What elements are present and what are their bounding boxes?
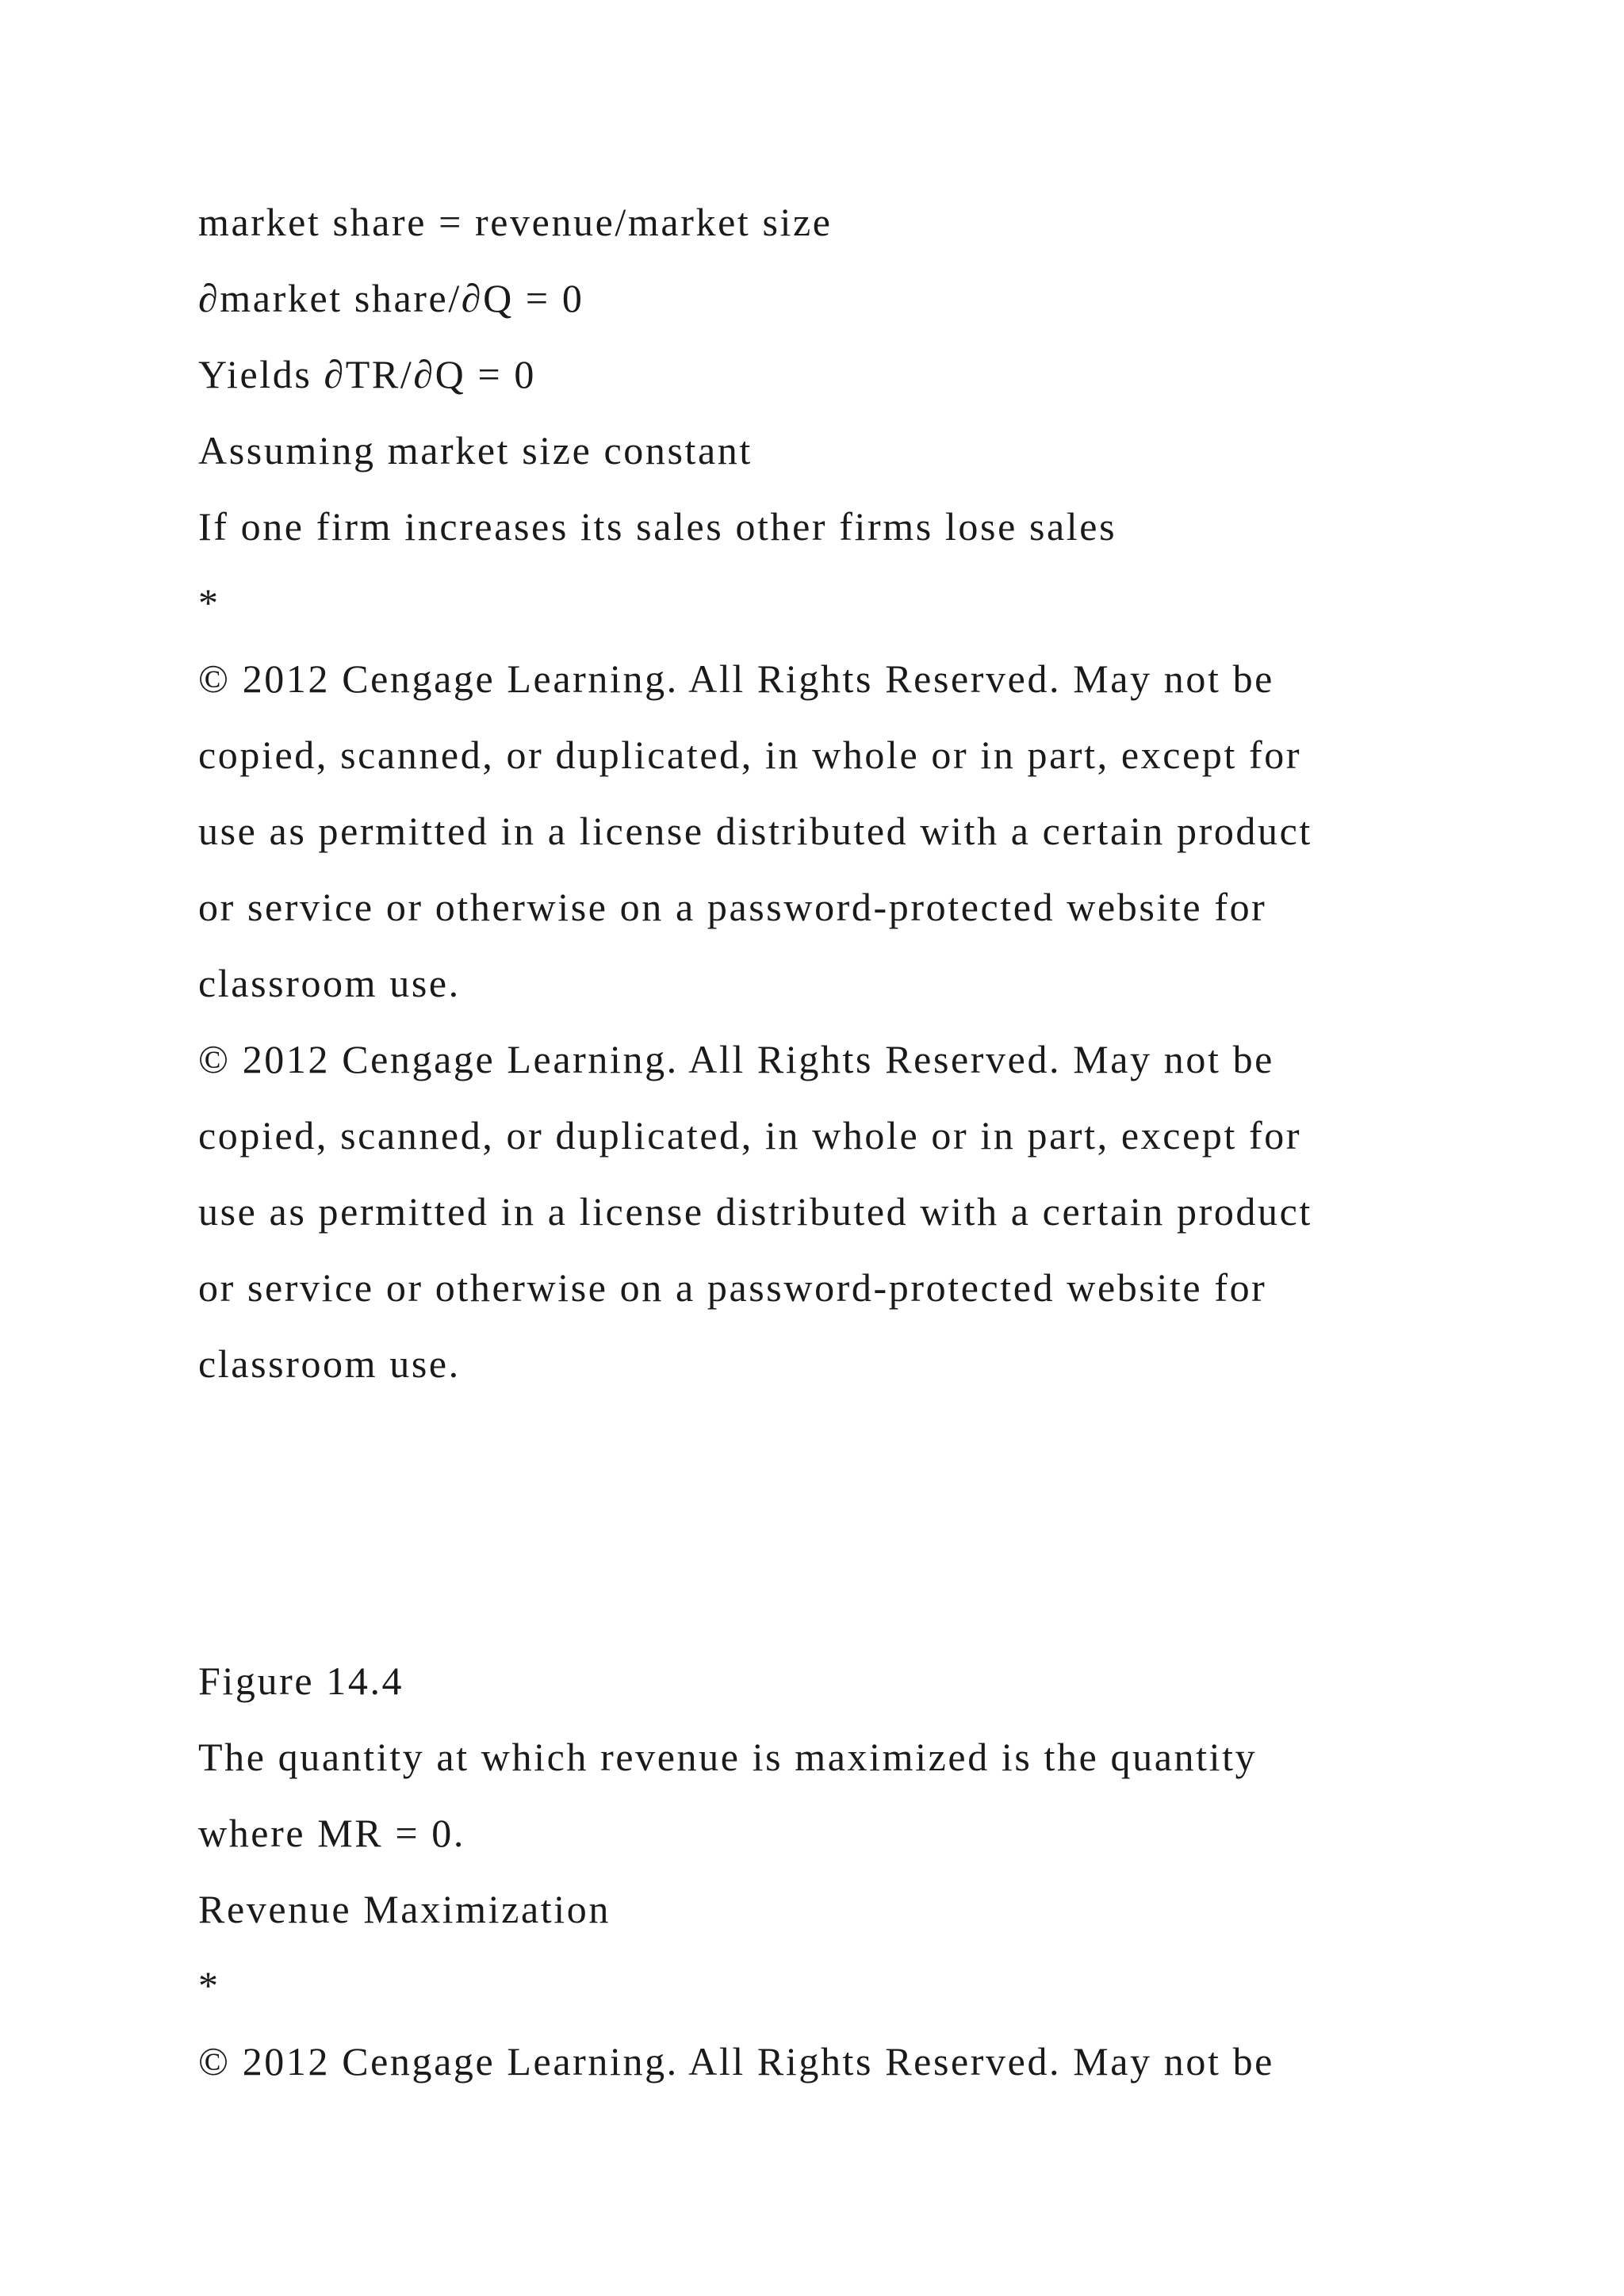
text-line: or service or otherwise on a password-protected website for xyxy=(198,885,1267,929)
text-line: If one firm increases its sales other firms lose sales xyxy=(198,504,1117,549)
text-line: Figure 14.4 xyxy=(198,1659,404,1703)
text-line: classroom use. xyxy=(198,1341,461,1386)
text-line: classroom use. xyxy=(198,961,461,1005)
text-line: * xyxy=(198,580,220,625)
text-line: use as permitted in a license distributed with a certain product xyxy=(198,1189,1312,1234)
text-line: © 2012 Cengage Learning. All Rights Reserved. May not be xyxy=(198,656,1274,701)
text-line: Yields ∂TR/∂Q = 0 xyxy=(198,352,536,396)
text-line: where MR = 0. xyxy=(198,1811,465,1855)
text-line: use as permitted in a license distributed with a certain product xyxy=(198,809,1312,853)
text-block-bottom xyxy=(198,1643,1507,2099)
text-line: © 2012 Cengage Learning. All Rights Reserved. May not be xyxy=(198,2039,1274,2084)
text-block-top xyxy=(198,184,1507,1402)
text-line: or service or otherwise on a password-protected website for xyxy=(198,1265,1267,1310)
text-line: market share = revenue/market size xyxy=(198,200,833,244)
text-line: copied, scanned, or duplicated, in whole or in part, except for xyxy=(198,733,1302,777)
text-line: * xyxy=(198,1963,220,2007)
text-line: ∂market share/∂Q = 0 xyxy=(198,276,584,320)
text-line: copied, scanned, or duplicated, in whole or in part, except for xyxy=(198,1113,1302,1158)
text-line: Assuming market size constant xyxy=(198,428,753,473)
text-line: Revenue Maximization xyxy=(198,1887,611,1931)
text-line: The quantity at which revenue is maximized is the quantity xyxy=(198,1735,1258,1779)
text-line: © 2012 Cengage Learning. All Rights Reserved. May not be xyxy=(198,1037,1274,1081)
